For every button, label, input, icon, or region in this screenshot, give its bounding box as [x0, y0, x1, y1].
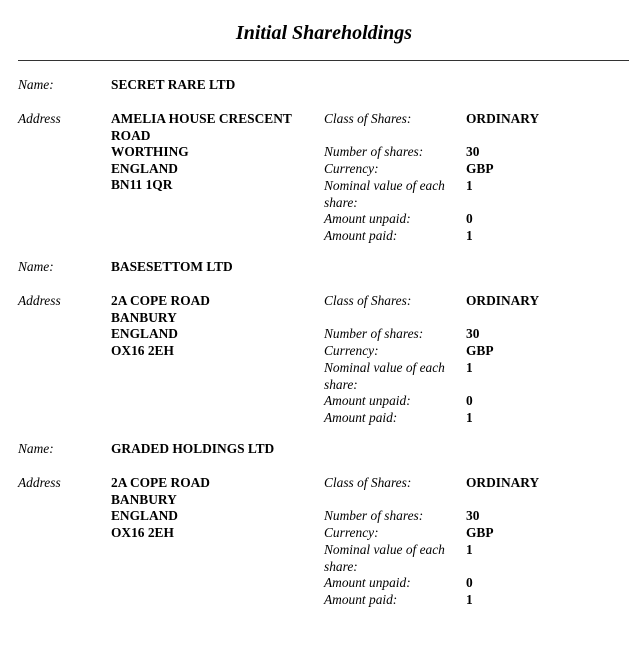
amount-paid-value: 1	[466, 228, 473, 243]
address-line: AMELIA HOUSE CRESCENT ROAD	[111, 111, 292, 143]
currency-value: GBP	[466, 161, 494, 176]
address-line: ENGLAND	[111, 326, 178, 341]
currency-label: Currency:	[324, 525, 379, 540]
currency-label: Currency:	[324, 343, 379, 358]
amount-paid-label: Amount paid:	[324, 410, 398, 425]
address-line: ENGLAND	[111, 160, 178, 176]
address-line: 2A COPE ROAD	[111, 475, 210, 490]
class-of-shares-label: Class of Shares:	[324, 293, 412, 308]
shareholder-address	[111, 111, 311, 194]
currency-value: GBP	[466, 525, 494, 540]
nominal-value-value: 1	[466, 178, 473, 193]
address-line: ENGLAND	[111, 508, 178, 523]
amount-paid-label: Amount paid:	[324, 592, 398, 607]
amount-paid-value: 1	[466, 410, 473, 425]
class-of-shares-value: ORDINARY	[466, 111, 540, 126]
name-label: Name:	[18, 441, 54, 456]
shareholder-address	[111, 475, 311, 541]
title-divider	[18, 60, 629, 61]
nominal-value-label: Nominal value of each share:	[324, 178, 445, 210]
address-line: OX16 2EH	[111, 342, 174, 358]
page-title: Initial Shareholdings	[235, 22, 413, 44]
shareholder-name: SECRET RARE LTD	[111, 77, 236, 92]
amount-unpaid-label: Amount unpaid:	[324, 575, 411, 590]
amount-unpaid-value: 0	[466, 393, 473, 408]
class-of-shares-label: Class of Shares:	[324, 111, 412, 126]
nominal-value-value: 1	[466, 542, 473, 557]
nominal-value-label: Nominal value of each share:	[324, 360, 445, 392]
name-label: Name:	[18, 77, 54, 92]
number-of-shares-label: Number of shares:	[324, 508, 424, 523]
address-line: WORTHING	[111, 144, 189, 159]
number-of-shares-value: 30	[466, 508, 480, 523]
name-label: Name:	[18, 259, 54, 274]
amount-unpaid-label: Amount unpaid:	[324, 393, 411, 408]
shareholder-name: BASESETTOM LTD	[111, 259, 233, 274]
nominal-value-value: 1	[466, 360, 473, 375]
shareholder-address	[111, 293, 311, 359]
class-of-shares-label: Class of Shares:	[324, 475, 412, 490]
number-of-shares-label: Number of shares:	[324, 144, 424, 159]
currency-label: Currency:	[324, 161, 379, 176]
address-line: 2A COPE ROAD	[111, 293, 210, 308]
amount-unpaid-value: 0	[466, 211, 473, 226]
address-label: Address	[18, 293, 61, 308]
shareholder-name: GRADED HOLDINGS LTD	[111, 441, 275, 456]
address-line: OX16 2EH	[111, 524, 174, 540]
address-label: Address	[18, 111, 61, 126]
number-of-shares-value: 30	[466, 144, 480, 159]
amount-unpaid-label: Amount unpaid:	[324, 211, 411, 226]
amount-paid-label: Amount paid:	[324, 228, 398, 243]
currency-value: GBP	[466, 343, 494, 358]
number-of-shares-label: Number of shares:	[324, 326, 424, 341]
address-line: BN11 1QR	[111, 177, 173, 192]
address-line: BANBURY	[111, 491, 177, 507]
class-of-shares-value: ORDINARY	[466, 475, 540, 490]
address-line: BANBURY	[111, 309, 177, 325]
amount-unpaid-value: 0	[466, 575, 473, 590]
amount-paid-value: 1	[466, 592, 473, 607]
number-of-shares-value: 30	[466, 326, 480, 341]
class-of-shares-value: ORDINARY	[466, 293, 540, 308]
nominal-value-label: Nominal value of each share:	[324, 542, 445, 574]
address-label: Address	[18, 475, 61, 490]
